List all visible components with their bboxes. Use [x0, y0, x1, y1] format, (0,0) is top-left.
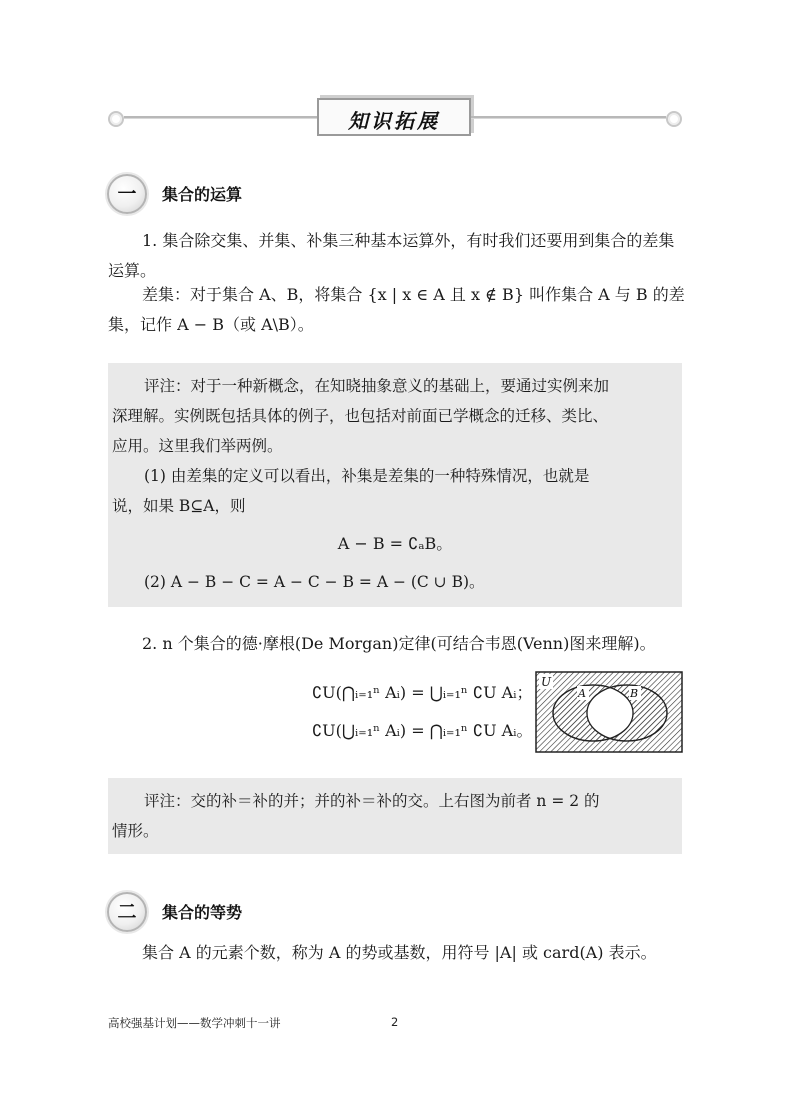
- note-box-2: [108, 778, 682, 854]
- venn-diagram: [535, 671, 683, 753]
- banner-right-rule: [471, 116, 666, 119]
- venn-label-a: A: [578, 687, 586, 700]
- section1-badge: 一: [107, 174, 147, 214]
- venn-label-b: B: [630, 687, 639, 700]
- banner-box: [317, 98, 471, 136]
- note1-formula: A − B = ∁ₐB。: [337, 534, 453, 553]
- section1-paragraph-1: 1. 集合除交集、并集、补集三种基本运算外，有时我们还要用到集合的差集运算。: [108, 231, 675, 280]
- note1-line-3: 应用。这里我们举两例。: [112, 437, 283, 455]
- venn-label-u: U: [541, 675, 552, 689]
- demorgan-intro: 2. n 个集合的德·摩根(De Morgan)定律(可结合韦恩(Venn)图来理解)。: [142, 634, 656, 653]
- footer-book-title: 高校强基计划——数学冲刺十一讲: [108, 1016, 281, 1030]
- note1-line-6: (2) A − B − C = A − C − B = A − (C ∪ B)。: [144, 573, 485, 591]
- note2-line-2: 情形。: [112, 822, 159, 840]
- note1-line-2: 深理解。实例既包括具体的例子，也包括对前面已学概念的迁移、类比、: [112, 407, 609, 425]
- banner-left-rule: [124, 116, 317, 119]
- banner-title: 知识拓展: [348, 109, 440, 133]
- demorgan-formula-2: ∁U(⋃ᵢ₌₁ⁿ Aᵢ) = ⋂ᵢ₌₁ⁿ ∁U Aᵢ。: [312, 721, 533, 740]
- section1-title: 集合的运算: [162, 185, 243, 204]
- note1-line-5: 说，如果 B⊆A，则: [112, 497, 246, 515]
- section1-paragraph-2: 差集：对于集合 A、B，将集合 {x | x ∈ A 且 x ∉ B} 叫作集合 A 与 B 的差集，记作 A − B（或 A\B）。: [108, 285, 685, 334]
- section2-badge: 二: [107, 892, 147, 932]
- section2-paragraph-1: 集合 A 的元素个数，称为 A 的势或基数，用符号 |A| 或 card(A) 表示。: [142, 943, 657, 962]
- section2-title: 集合的等势: [162, 903, 243, 922]
- note1-line-4: (1) 由差集的定义可以看出，补集是差集的一种特殊情况，也就是: [144, 467, 590, 485]
- note1-line-1: 评注：对于一种新概念，在知晓抽象意义的基础上，要通过实例来加: [144, 377, 610, 395]
- banner-right-dot: [666, 111, 682, 127]
- banner-left-dot: [108, 111, 124, 127]
- footer-page-number: 2: [391, 1015, 399, 1029]
- note-box-1: [108, 363, 682, 607]
- note2-line-1: 评注：交的补＝补的并；并的补＝补的交。上右图为前者 n = 2 的: [144, 792, 600, 810]
- demorgan-formula-1: ∁U(⋂ᵢ₌₁ⁿ Aᵢ) = ⋃ᵢ₌₁ⁿ ∁U Aᵢ；: [312, 683, 533, 702]
